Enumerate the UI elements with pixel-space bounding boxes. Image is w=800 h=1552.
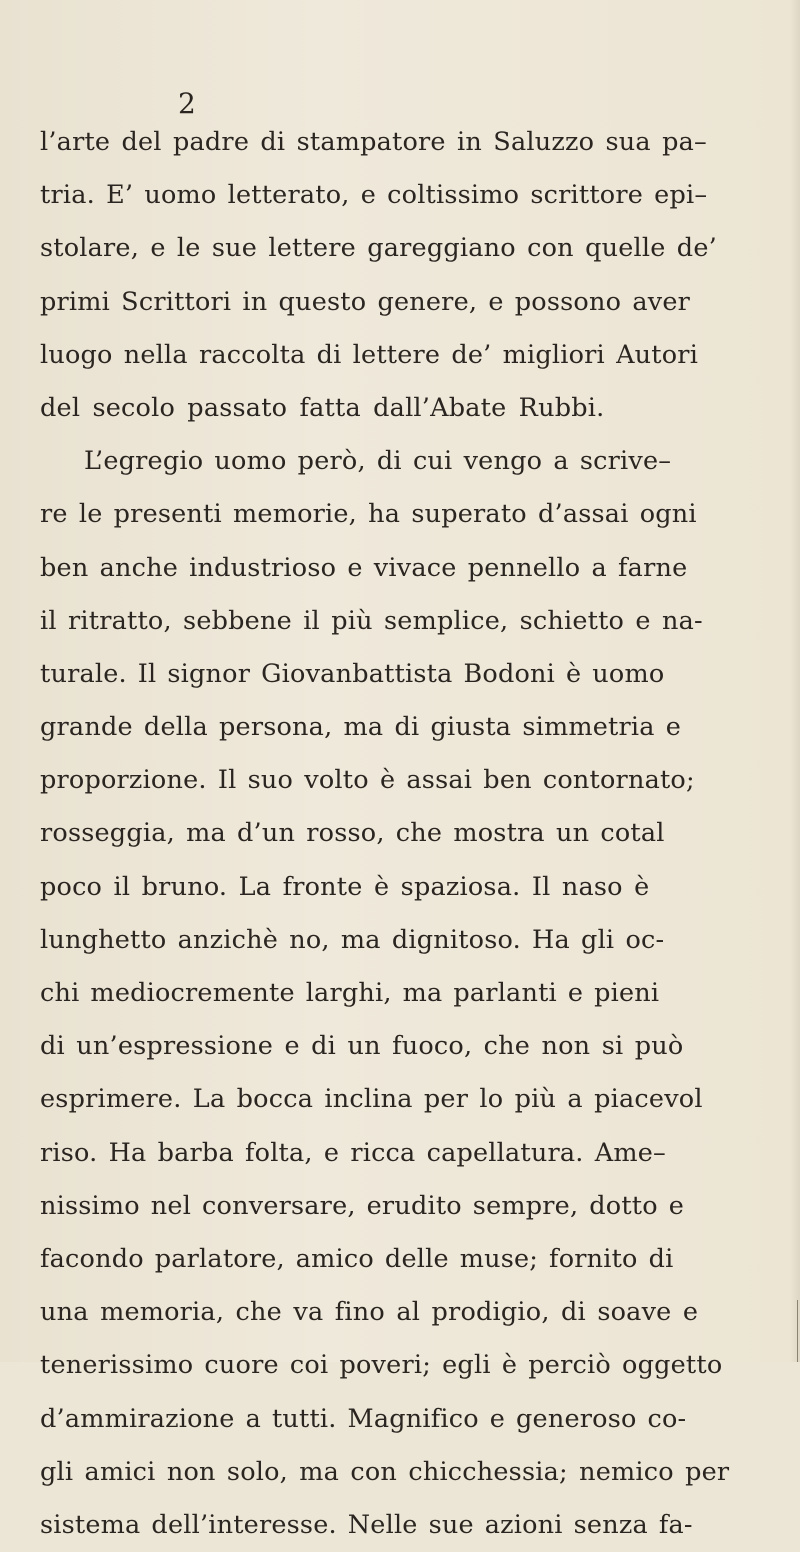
text-line: ben anche industrioso e vivace pennello a farne [40,552,688,583]
text-line: l’arte del padre di stampatore in Saluzzo sua pa– [40,127,707,157]
text-line: poco il bruno. La fronte è spaziosa. Il naso è [40,871,650,902]
text-line: d’ammirazione a tutti. Magnifico e generoso co- [40,1403,687,1434]
text-line: chi mediocremente larghi, ma parlanti e pieni [40,978,660,1008]
text-line: di un’espressione e di un fuoco, che non si può [40,1031,684,1062]
text-line: esprimere. La bocca inclina per lo più a piacevol [40,1084,703,1115]
text-line: una memoria, che va fino al prodigio, di soave e [40,1297,699,1328]
text-line: tenerissimo cuore coi poveri; egli è perciò oggetto [40,1350,723,1381]
text-line: re le presenti memorie, ha superato d’assai ogni [40,499,697,530]
text-line: il ritratto, sebbene il più semplice, schietto e na- [40,605,703,636]
text-line: proporzione. Il suo volto è assai ben contornato; [40,765,695,796]
text-line: rosseggia, ma d’un rosso, che mostra un cotal [40,818,665,849]
page-edge-shadow [790,0,800,1362]
text-line: lunghetto anzichè no, ma dignitoso. Ha gli oc- [40,924,665,955]
text-line: turale. Il signor Giovanbattista Bodoni è uomo [40,658,665,689]
text-line: luogo nella raccolta di lettere de’ migliori Autori [40,339,699,370]
page-number: 2 [178,87,196,120]
text-line: stolare, e le sue lettere gareggiano con quelle de’ [40,233,717,264]
text-line: primi Scrittori in questo genere, e possono aver [40,286,691,317]
page-edge-line [797,1300,798,1362]
text-line: grande della persona, ma di giusta simmetria e [40,712,682,743]
text-line: nissimo nel conversare, erudito sempre, dotto e [40,1190,685,1221]
text-line: del secolo passato fatta dall’Abate Rubbi. [40,392,605,423]
text-line: riso. Ha barba folta, e ricca capellatura. Ame– [40,1137,666,1168]
text-line: facondo parlatore, amico delle muse; fornito di [40,1243,674,1274]
body-text [40,116,800,1552]
text-line-indented: L’egregio uomo però, di cui vengo a scrive– [84,446,672,477]
text-line: gli amici non solo, ma con chicchessia; nemico per [40,1456,730,1487]
text-line: tria. E’ uomo letterato, e coltissimo scrittore epi– [40,180,708,211]
text-line: sistema dell’interesse. Nelle sue azioni senza fa- [40,1509,693,1540]
